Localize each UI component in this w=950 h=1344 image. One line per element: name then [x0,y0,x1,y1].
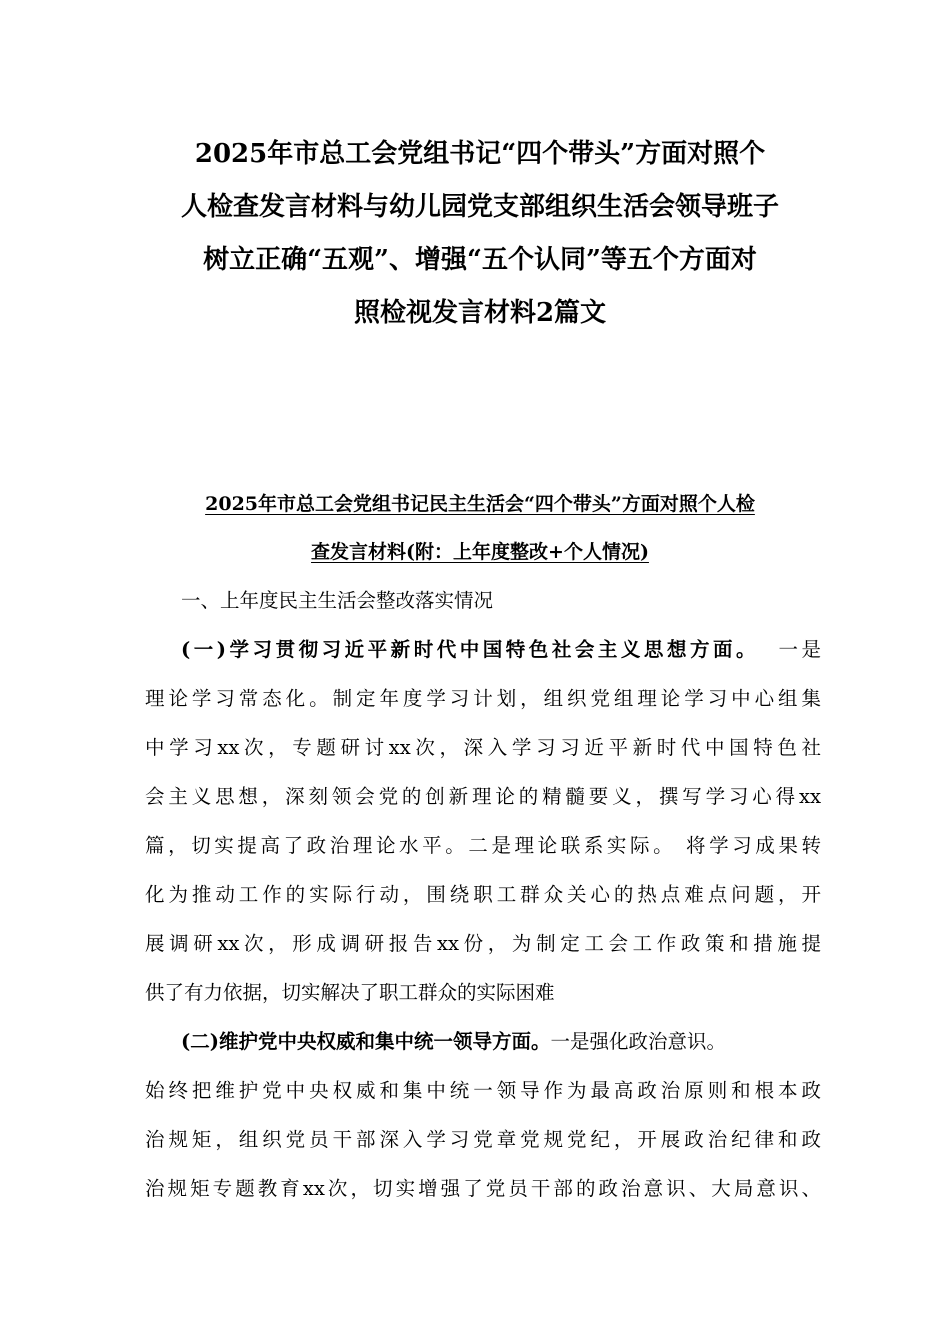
subtitle-line: 查发言材料(附：上年度整改+个人情况) [311,541,649,563]
paragraph-text: 一是强化政治意识。 [550,1030,726,1053]
paragraph-line: 始终把维护党中央权威和集中统一领导作为最高政治原则和根本政 [145,1079,821,1102]
paragraph-lead: (一)学习贯彻习近平新时代中国特色社会主义思想方面。 [181,638,760,661]
paragraph-line: 理论学习常态化。制定年度学习计划，组织党组理论学习中心组集 [145,687,821,710]
article-title [145,480,815,576]
paragraph-line: 治规矩专题教育xx次，切实增强了党员干部的政治意识、大局意识、 [145,1177,821,1200]
document-body [145,576,821,1213]
paragraph-line: 会主义思想，深刻领会党的创新理论的精髓要义，撰写学习心得xx [145,785,821,808]
title-line: 2025年市总工会党组书记“四个带头”方面对照个 [194,139,766,169]
title-line: 照检视发言材料2篇文 [353,298,607,328]
paragraph-line: 展调研xx次，形成调研报告xx份，为制定工会工作政策和措施提 [145,932,821,955]
paragraph-2-first-line [145,1017,821,1066]
paragraph-line: 供了有力依据，切实解决了职工群众的实际困难 [145,981,555,1004]
paragraph-line: 化为推动工作的实际行动，围绕职工群众关心的热点难点问题，开 [145,883,821,906]
paragraph-lead: (二)维护党中央权威和集中统一领导方面。 [181,1030,551,1053]
title-line: 人检查发言材料与幼儿园党支部组织生活会领导班子 [180,192,779,222]
section-heading: 一、上年度民主生活会整改落实情况 [181,589,494,612]
paragraph-line: 治规矩，组织党员干部深入学习党章党规党纪，开展政治纪律和政 [145,1128,821,1151]
document-title [140,128,820,340]
paragraph-line: 中学习xx次，专题研讨xx次，深入学习习近平新时代中国特色社 [145,736,821,759]
subtitle-line: 2025年市总工会党组书记民主生活会“四个带头”方面对照个人检 [205,493,755,515]
paragraph-line: 篇，切实提高了政治理论水平。二是理论联系实际。 将学习成果转 [145,834,821,857]
title-line: 树立正确“五观”、增强“五个认同”等五个方面对 [203,245,757,275]
paragraph-text: 一是 [759,638,821,661]
paragraph-1-first-line [145,625,821,674]
